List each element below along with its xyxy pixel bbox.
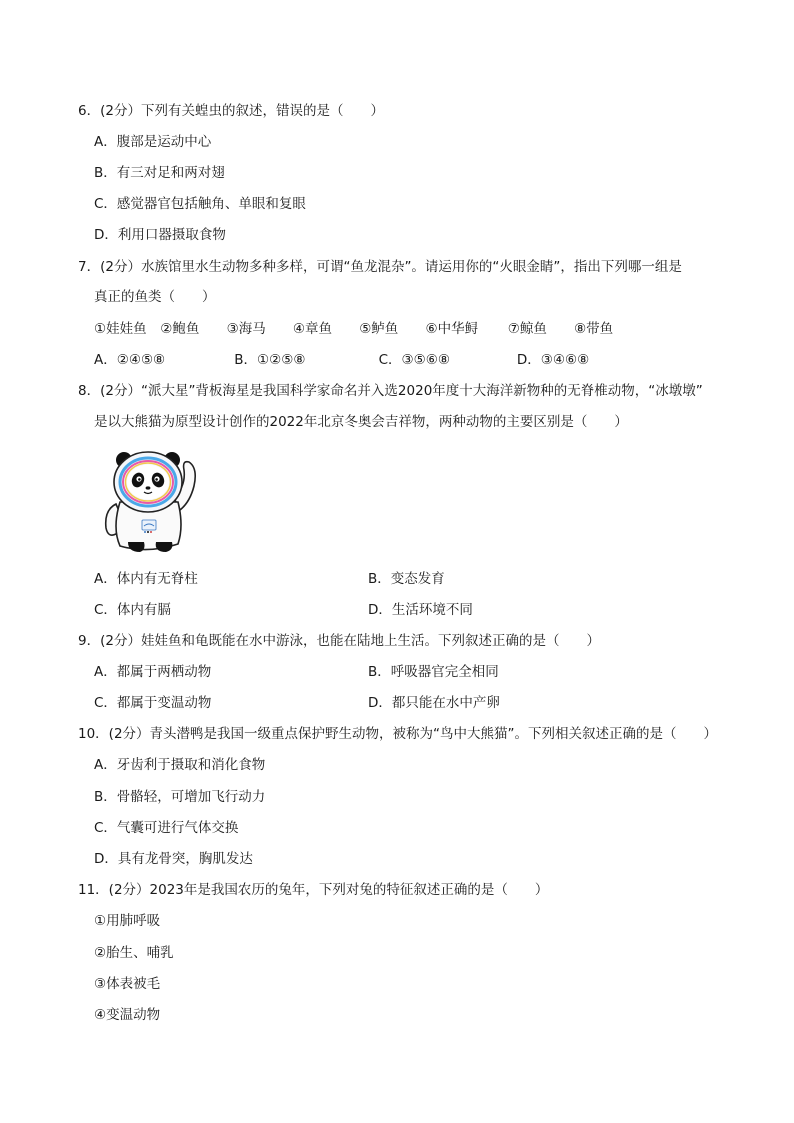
q9-option-b: B．呼吸器官完全相同 [368, 664, 499, 680]
q8-option-d: D．生活环境不同 [368, 602, 473, 618]
q10-option-c: C．气囊可进行气体交换 [94, 820, 239, 836]
q7-item: ⑦鲸鱼 [507, 321, 547, 337]
q6-option-b: B．有三对足和两对翅 [94, 165, 225, 181]
q8-stem-line2: 是以大熊猫为原型设计创作的2022年北京冬奥会吉祥物，两种动物的主要区别是（ ） [94, 414, 628, 430]
q9-option-c: C．都属于变温动物 [94, 695, 212, 711]
q11-item-3: ③体表被毛 [94, 976, 161, 992]
q8-option-b: B．变态发育 [368, 571, 445, 587]
q10-option-a: A．牙齿利于摄取和消化食物 [94, 757, 266, 773]
q7-item: ③海马 [226, 321, 266, 337]
q7-item: ⑤鲈鱼 [359, 321, 399, 337]
q11-item-4: ④变温动物 [94, 1007, 161, 1023]
q7-item: ②鲍鱼 [160, 321, 200, 337]
q8-stem-line1: 8．(2分）“派大星”背板海星是我国科学家命名并入选2020年度十大海洋新物种的无脊椎动物，“冰墩墩” [78, 383, 703, 399]
q7-options [94, 351, 589, 369]
q6-stem: 6．(2分）下列有关蝗虫的叙述，错误的是（ ） [78, 103, 384, 119]
q9-stem: 9．(2分）娃娃鱼和龟既能在水中游泳，也能在陆地上生活。下列叙述正确的是（ ） [78, 633, 600, 649]
q7-items [94, 320, 613, 338]
q10-stem: 10．(2分）青头潜鸭是我国一级重点保护野生动物，被称为“鸟中大熊猫”。下列相关叙述正确的是（ ） [78, 726, 718, 742]
q6-option-d: D．利用口器摄取食物 [94, 227, 226, 243]
q7-item: ⑧带鱼 [574, 321, 614, 337]
q9-option-a: A．都属于两栖动物 [94, 664, 212, 680]
q7-option-b: B．①②⑤⑧ [234, 352, 306, 368]
q11-stem: 11．(2分）2023年是我国农历的兔年，下列对兔的特征叙述正确的是（ ） [78, 882, 549, 898]
q6-option-a: A．腹部是运动中心 [94, 134, 212, 150]
q9-option-d: D．都只能在水中产卵 [368, 695, 500, 711]
q7-option-c: C．③⑤⑥⑧ [378, 352, 450, 368]
q10-option-d: D．具有龙骨突，胸肌发达 [94, 851, 253, 867]
q11-item-2: ②胎生、哺乳 [94, 945, 174, 961]
q7-option-d: D．③④⑥⑧ [516, 352, 590, 368]
q7-option-a: A．②④⑤⑧ [94, 352, 166, 368]
q8-option-a: A．体内有无脊柱 [94, 571, 198, 587]
q7-item: ①娃娃鱼 [94, 321, 147, 337]
q10-option-b: B．骨骼轻，可增加飞行动力 [94, 789, 266, 805]
q6-option-c: C．感觉器官包括触角、单眼和复眼 [94, 196, 306, 212]
q7-item: ④章鱼 [292, 321, 332, 337]
bing-dwen-dwen-mascot-image [94, 446, 202, 554]
q8-option-c: C．体内有膈 [94, 602, 171, 618]
q11-item-1: ①用肺呼吸 [94, 913, 161, 929]
q7-stem-line2: 真正的鱼类（ ） [94, 289, 216, 305]
q7-item: ⑥中华鲟 [425, 321, 479, 337]
q7-stem-line1: 7．(2分）水族馆里水生动物多种多样，可谓“鱼龙混杂”。请运用你的“火眼金睛”，指出下列哪一组是 [78, 259, 682, 275]
